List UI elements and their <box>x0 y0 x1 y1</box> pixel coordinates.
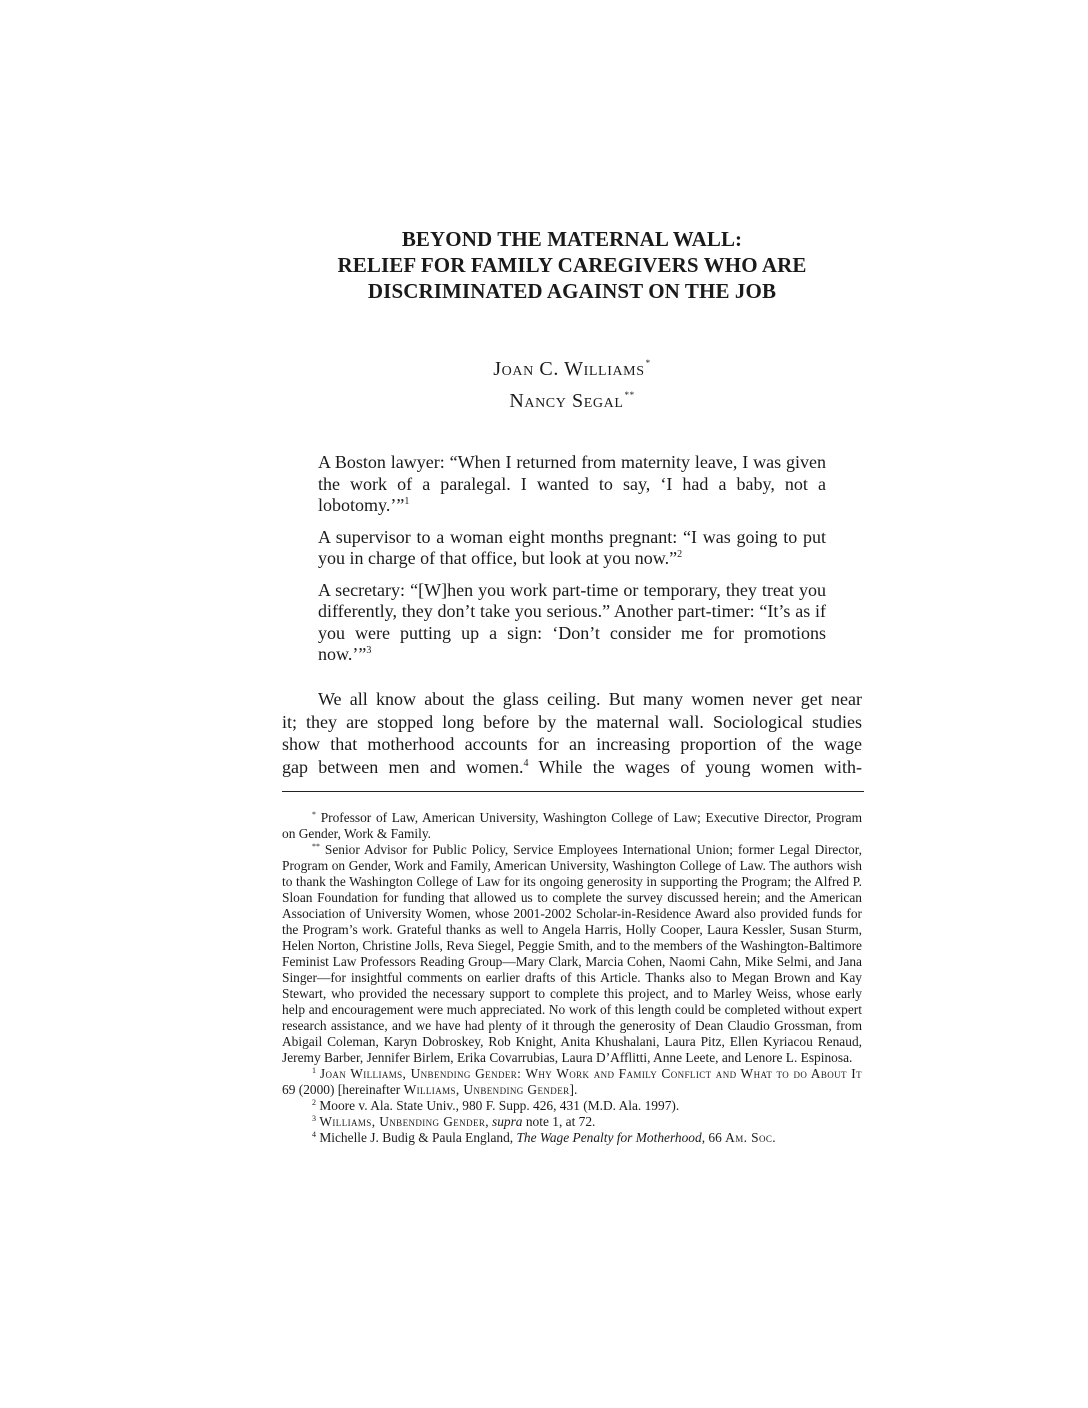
article-title <box>280 226 864 304</box>
body-line: show that motherhood accounts for an increasing proportion of the wage <box>282 734 862 754</box>
title-line-2: RELIEF FOR FAMILY CAREGIVERS WHO ARE <box>337 253 807 277</box>
epigraph-quote: A supervisor to a woman eight months pregnant: “I was going to put you in charge of that office, but look at you now.”$^2$ <box>318 526 826 568</box>
footnote-1: $^1$ Joan Williams, Unbending Gender: Why Work and Family Conflict and What to do About It 69 (2000) [hereinafter Williams, Unbending Gender]. <box>282 1066 862 1097</box>
body-line: We all know about the glass ceiling. But many women never get near <box>318 689 862 709</box>
epigraph-quotes <box>318 452 826 676</box>
footnotes <box>282 810 862 1146</box>
epigraph-quote: A secretary: “[W]hen you work part-time or temporary, they treat you differently, they don’t take you serious.” Another part-timer: “It’s as if you were putting up a sign: ‘Don’t consider me for promotions now.’”$^3$ <box>318 579 826 664</box>
footnote-ref: 3 <box>366 645 372 656</box>
author-name: Nancy Segal <box>509 390 624 412</box>
title-line-3: DISCRIMINATED AGAINST ON THE JOB <box>367 279 777 303</box>
author-1 <box>280 350 864 382</box>
footnote-ref: 4 <box>523 757 529 769</box>
author-footnote-mark: * <box>645 358 651 368</box>
footnote-double-star: ** Senior Advisor for Public Policy, Service Employees International Union; former Legal Director, Program on Gender, Work and Family, American University, Washington College of Law. The authors wish to thank the Washington College of Law for its ongoing generosity in supporting the Program; the Alfred P. Sloan Foundation for funding that allowed us to complete the survey discussed herein; and the American Association of University Women, whose 2001-2002 Scholar-in-Residence Award also provided funds for the Program’s work. Grateful thanks as well to Angela Harris, Holly Cooper, Laura Kessler, Susan Sturm, Helen Norton, Christine Jolls, Reva Siegel, Peggie Smith, and to the members of the Washington-Baltimore Feminist Law Professors Reading Group—Mary Clark, Marcia Cohen, Naomi Cahn, Mike Selmi, and Jana Singer—for insightful comments on earlier drafts of this Article. Thanks also to Megan Brown and Kay Stewart, who provided the necessary support to complete this project, and to Marley Weiss, whose early help and encouragement were much appreciated. No work of this length could be completed without expert research assistance, and we have had plenty of it through the generosity of Dean Claudio Grossman, from Abigail Coleman, Karyn Dobroskey, Rob Knight, Anita Khushalani, Laura Pitz, Ellen Kyriacou Renaud, Jeremy Barber, Jennifer Birlem, Erika Covarrubias, Laura D’Afflitti, Anne Leete, and Lenore L. Espinosa. <box>282 842 862 1065</box>
title-line-1: BEYOND THE MATERNAL WALL: <box>401 227 743 251</box>
author-footnote-mark: ** <box>624 390 635 400</box>
footnote-ref: 1 <box>404 496 410 507</box>
epigraph-quote: A Boston lawyer: “When I returned from maternity leave, I was given the work of a paralegal. I wanted to say, ‘I had a baby, not a lobotomy.’”$^1$ <box>318 452 826 515</box>
author-block <box>280 350 864 414</box>
body-line: gap between men and women.$^4$ While the wages of young women with- <box>282 756 862 777</box>
footnote-divider <box>282 791 864 792</box>
body-line: it; they are stopped long before by the maternal wall. Sociological studies <box>282 711 862 732</box>
footnote-2: $^2$ Moore v. Ala. State Univ., 980 F. Supp. 426, 431 (M.D. Ala. 1997). <box>312 1098 680 1113</box>
footnote-star: * Professor of Law, American University, Washington College of Law; Executive Director, Program on Gender, Work & Family. <box>282 810 862 841</box>
footnote-3: $^3$ Williams, Unbending Gender, supra note 1, at 72. <box>312 1114 596 1129</box>
body-paragraph <box>282 688 862 778</box>
author-name: Joan C. Williams <box>493 358 645 380</box>
footnote-ref: 2 <box>677 549 683 560</box>
author-2 <box>280 382 864 414</box>
footnote-4: $^4$ Michelle J. Budig & Paula England, The Wage Penalty for Motherhood, 66 Am. Soc. <box>312 1130 777 1145</box>
